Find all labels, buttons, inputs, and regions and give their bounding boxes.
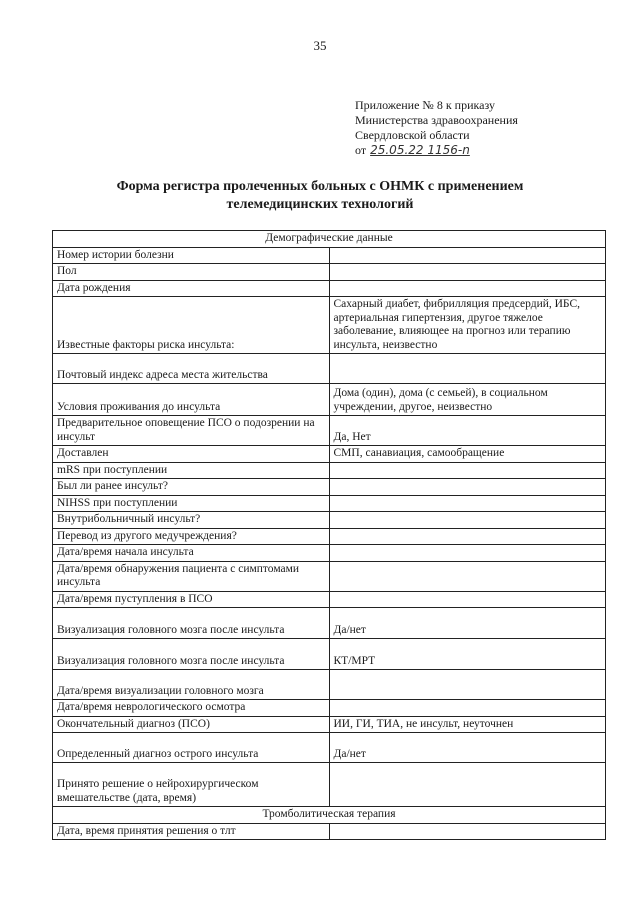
table-row [53,479,606,496]
field-label: Был ли ранее инсульт? [53,479,330,496]
field-label: Известные факторы риска инсульта: [53,297,330,354]
field-label: Доставлен [53,446,330,463]
field-label: mRS при поступлении [53,462,330,479]
table-row [53,608,606,639]
field-label: Пол [53,264,330,281]
table-row [53,297,606,354]
section-header-row [53,231,606,248]
field-value: СМП, санавиация, самообращение [329,446,606,463]
appendix-line-3: Свердловской области [355,128,470,142]
field-value [329,823,606,840]
field-label: Дата/время пуступления в ПСО [53,591,330,608]
appendix-date-line [355,143,518,158]
field-value: Да/нет [329,733,606,763]
field-value [329,561,606,591]
field-label: Принято решение о нейрохирургическом вмешательстве (дата, время) [53,763,330,807]
table-row [53,416,606,446]
field-value [329,247,606,264]
table-row [53,512,606,529]
field-value [329,479,606,496]
field-value: Сахарный диабет, фибрилляция предсердий, ИБС, артериальная гипертензия, другое тяжелое заболевание, влияющее на прогноз или терапию инсульта, неизвестно [329,297,606,354]
field-label: Дата/время неврологического осмотра [53,700,330,717]
field-value: ИИ, ГИ, ТИА, не инсульт, неуточнен [329,716,606,733]
table-row [53,763,606,807]
table-row [53,591,606,608]
field-value: Дома (один), дома (с семьей), в социальном учреждении, другое, неизвестно [329,384,606,416]
field-value [329,495,606,512]
section-thrombolytic: Тромболитическая терапия [53,807,606,824]
table-row [53,639,606,670]
title-line-1: Форма регистра пролеченных больных с ОНМК с применением [116,179,524,194]
table-row [53,247,606,264]
appendix-header [355,98,518,158]
field-value [329,528,606,545]
table-row [53,384,606,416]
table-row [53,280,606,297]
field-value [329,545,606,562]
field-label: Дата, время принятия решения о тлт [53,823,330,840]
field-label: Визуализация головного мозга после инсульта [53,608,330,639]
field-label: NIHSS при поступлении [53,495,330,512]
page-number: 35 [313,38,327,53]
table-row [53,700,606,717]
appendix-line-2: Министерства здравоохранения [355,113,518,127]
field-label: Дата/время обнаружения пациента с симптомами инсульта [53,561,330,591]
table-row [53,495,606,512]
field-value [329,264,606,281]
field-label: Перевод из другого медучреждения? [53,528,330,545]
field-value [329,700,606,717]
field-label: Внутрибольничный инсульт? [53,512,330,529]
field-value [329,763,606,807]
field-label: Условия проживания до инсульта [53,384,330,416]
field-label: Почтовый индекс адреса места жительства [53,354,330,384]
field-label: Дата рождения [53,280,330,297]
table-row [53,545,606,562]
handwritten-date-number: 25.05.22 1156-n [370,143,470,157]
table-row [53,446,606,463]
appendix-date-prefix: от [355,143,367,157]
field-value [329,591,606,608]
field-value [329,354,606,384]
table-row [53,528,606,545]
table-row [53,716,606,733]
table-row [53,264,606,281]
title-line-2: телемедицинских технологий [226,197,414,212]
table-row [53,561,606,591]
table-row [53,733,606,763]
field-value [329,670,606,700]
registry-form-table [52,230,606,840]
table-row [53,823,606,840]
page-bottom-margin [52,842,608,905]
field-value [329,280,606,297]
field-value: КТ/МРТ [329,639,606,670]
field-label: Определенный диагноз острого инсульта [53,733,330,763]
field-value: Да, Нет [329,416,606,446]
field-label: Дата/время начала инсульта [53,545,330,562]
field-label: Дата/время визуализации головного мозга [53,670,330,700]
field-value [329,462,606,479]
table-row [53,670,606,700]
field-label: Предварительное оповещение ПСО о подозрении на инсульт [53,416,330,446]
field-value [329,512,606,529]
field-value: Да/нет [329,608,606,639]
section-header-row [53,807,606,824]
table-row [53,462,606,479]
field-label: Окончательный диагноз (ПСО) [53,716,330,733]
field-label: Визуализация головного мозга после инсульта [53,639,330,670]
appendix-line-1: Приложение № 8 к приказу [355,98,495,112]
field-label: Номер истории болезни [53,247,330,264]
section-demographic: Демографические данные [53,231,606,248]
document-title [0,178,640,214]
table-row [53,354,606,384]
